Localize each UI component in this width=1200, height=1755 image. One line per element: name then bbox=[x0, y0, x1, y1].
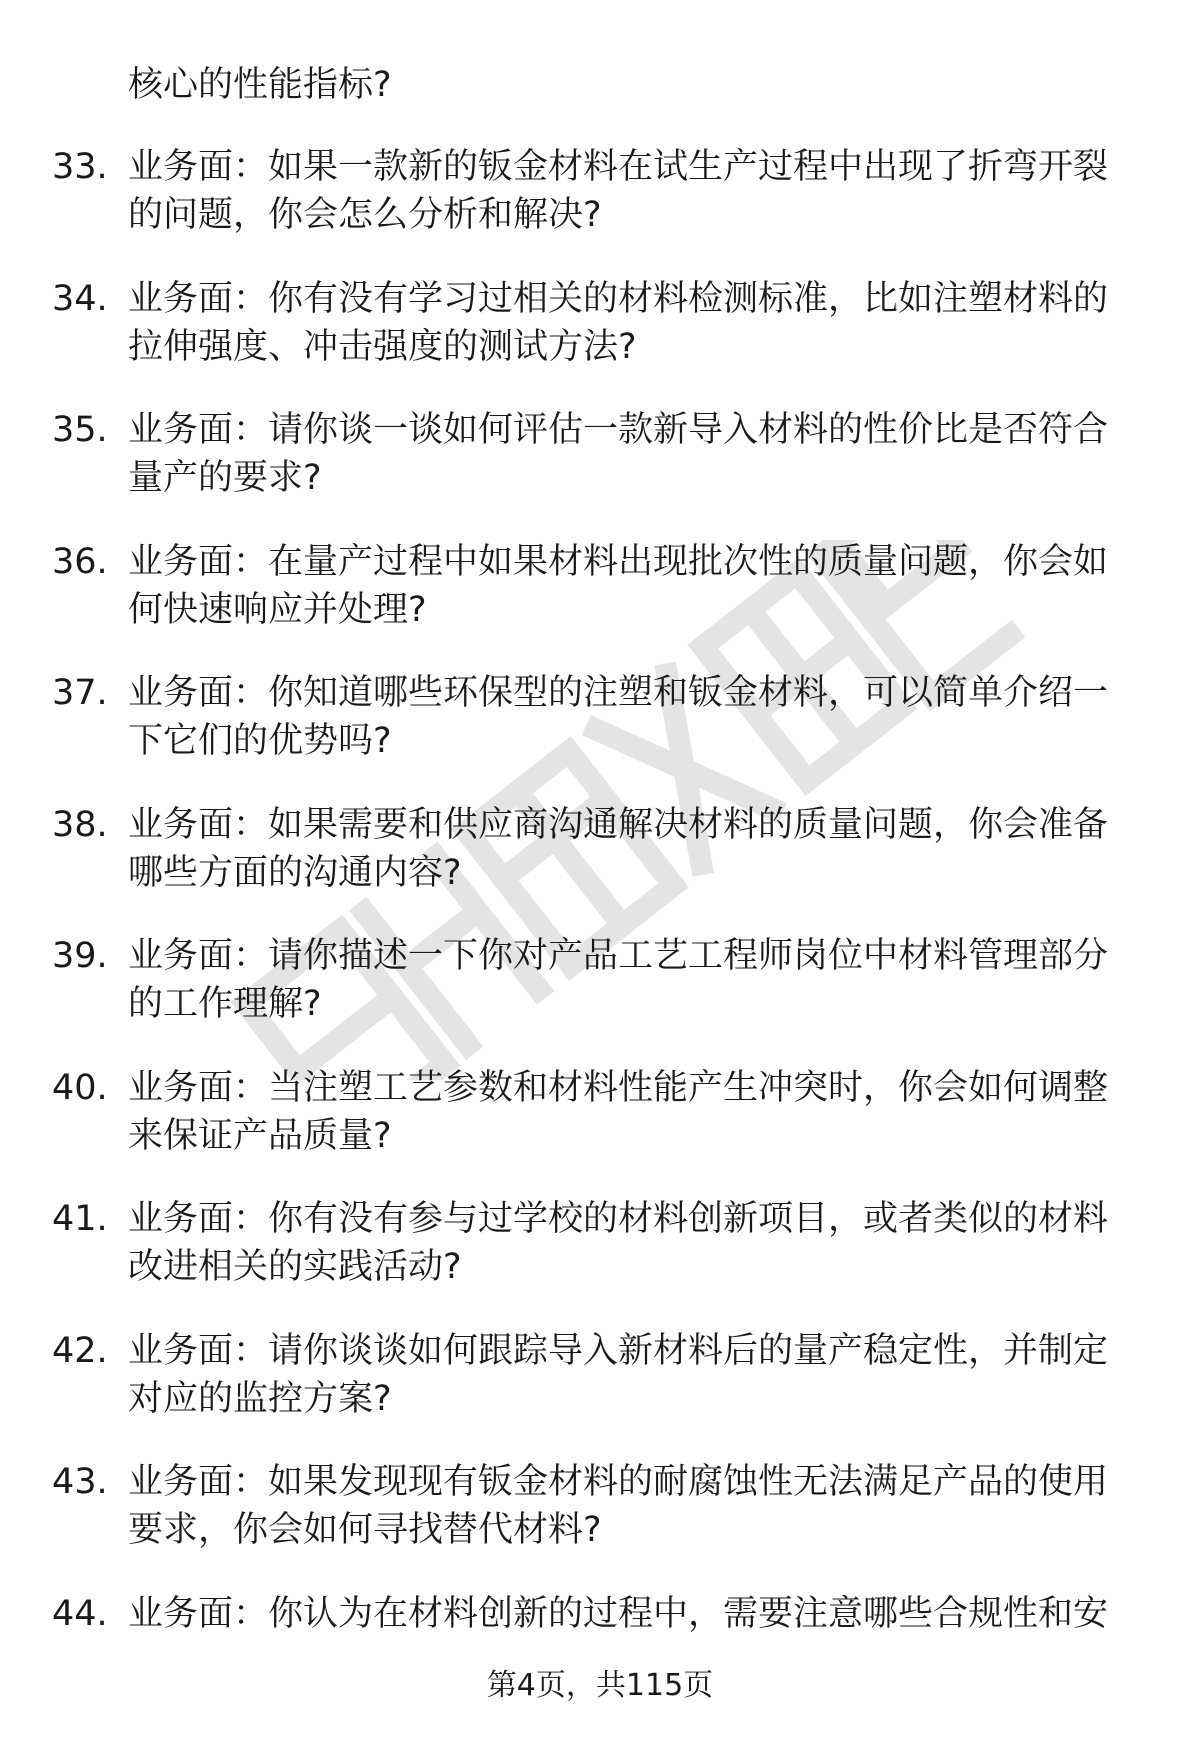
question-text-line-1: 业务面：如果一款新的钣金材料在试生产过程中出现了折弯开裂 bbox=[128, 147, 1109, 187]
question-text-line-1: 业务面：你知道哪些环保型的注塑和钣金材料，可以简单介绍一 bbox=[128, 673, 1109, 713]
question-item bbox=[0, 1064, 1200, 1196]
question-text-line-2: 对应的监控方案? bbox=[128, 1378, 392, 1419]
question-item bbox=[0, 1327, 1200, 1459]
question-text-line-1: 业务面：请你谈谈如何跟踪导入新材料后的量产稳定性，并制定 bbox=[128, 1330, 1109, 1371]
question-number: 43. bbox=[52, 1462, 108, 1502]
question-text-line-1: 业务面：如果需要和供应商沟通解决材料的质量问题，你会准备 bbox=[128, 804, 1109, 845]
question-text-line-2: 要求，你会如何寻找替代材料? bbox=[128, 1510, 602, 1550]
question-number: 39. bbox=[52, 936, 108, 976]
question-item bbox=[0, 669, 1200, 801]
page-footer: 第4页，共115页 bbox=[486, 1668, 714, 1703]
question-item bbox=[0, 1195, 1200, 1327]
question-number: 41. bbox=[52, 1199, 108, 1239]
question-number: 33. bbox=[52, 147, 108, 187]
question-text-line-2: 量产的要求? bbox=[128, 458, 322, 498]
question-text-line-2: 的工作理解? bbox=[128, 984, 322, 1024]
question-number: 38. bbox=[52, 804, 108, 845]
question-item bbox=[0, 275, 1200, 407]
question-item bbox=[0, 538, 1200, 670]
question-text-line-2: 的问题，你会怎么分析和解决? bbox=[128, 195, 602, 235]
question-text-line-2: 拉伸强度、冲击强度的测试方法? bbox=[128, 326, 637, 367]
question-text-line-1: 业务面：如果发现现有钣金材料的耐腐蚀性无法满足产品的使用 bbox=[128, 1462, 1109, 1502]
question-text-line-2: 改进相关的实践活动? bbox=[128, 1247, 462, 1287]
question-item bbox=[0, 143, 1200, 275]
question-list bbox=[0, 143, 1200, 1721]
question-text-line-2: 何快速响应并处理? bbox=[128, 589, 427, 630]
question-text-line-2: 哪些方面的沟通内容? bbox=[128, 852, 462, 893]
question-text-line-2: 下它们的优势吗? bbox=[128, 721, 392, 761]
question-item bbox=[0, 801, 1200, 933]
question-number: 34. bbox=[52, 278, 108, 319]
question-text-line-1: 业务面：你有没有学习过相关的材料检测标准，比如注塑材料的 bbox=[128, 278, 1109, 319]
question-text-line-1: 业务面：你认为在材料创新的过程中，需要注意哪些合规性和安 bbox=[128, 1593, 1109, 1634]
question-text-line-1: 业务面：请你谈一谈如何评估一款新导入材料的性价比是否符合 bbox=[128, 410, 1109, 450]
continuation-line: 核心的性能指标? bbox=[128, 65, 392, 105]
question-number: 35. bbox=[52, 410, 108, 450]
question-text-line-1: 业务面：请你描述一下你对产品工艺工程师岗位中材料管理部分 bbox=[128, 936, 1109, 976]
question-text-line-1: 业务面：在量产过程中如果材料出现批次性的质量问题，你会如 bbox=[128, 541, 1109, 582]
question-number: 36. bbox=[52, 541, 108, 582]
question-text-line-1: 业务面：当注塑工艺参数和材料性能产生冲突时，你会如何调整 bbox=[128, 1067, 1109, 1108]
question-number: 42. bbox=[52, 1330, 108, 1371]
question-item bbox=[0, 1458, 1200, 1590]
question-item bbox=[0, 406, 1200, 538]
question-item bbox=[0, 932, 1200, 1064]
question-text-line-2: 来保证产品质量? bbox=[128, 1115, 392, 1156]
question-number: 44. bbox=[52, 1593, 108, 1634]
question-number: 40. bbox=[52, 1067, 108, 1108]
question-number: 37. bbox=[52, 673, 108, 713]
question-text-line-1: 业务面：你有没有参与过学校的材料创新项目，或者类似的材料 bbox=[128, 1199, 1109, 1239]
